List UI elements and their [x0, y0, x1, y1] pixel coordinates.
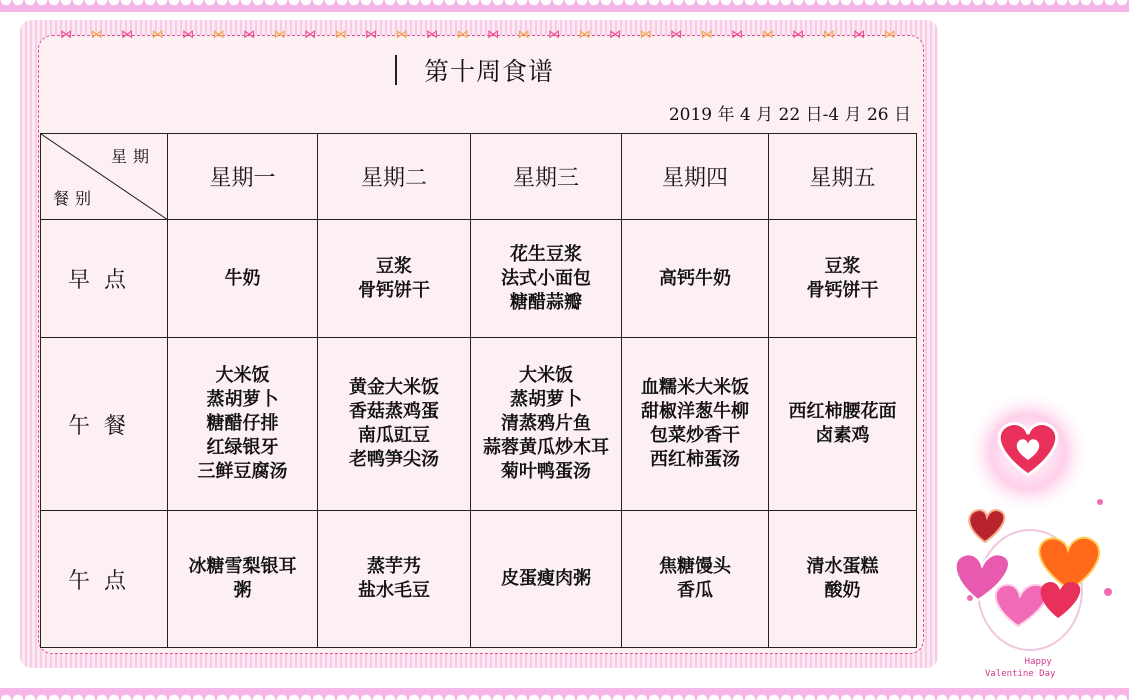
bow-icon: ⋈: [365, 27, 377, 41]
menu-cell: [318, 511, 471, 648]
bow-icon: ⋈: [487, 27, 499, 41]
dish-item: 红绿银牙: [206, 437, 279, 458]
dish-item: 黄金大米饭: [349, 377, 439, 398]
bow-icon: ⋈: [883, 27, 896, 41]
header-row: [41, 134, 917, 220]
dish-item: 冰糖雪梨银耳: [188, 556, 297, 577]
menu-cell: [769, 220, 917, 338]
meal-label: 午点: [41, 511, 168, 648]
dish-item: 血糯米大米饭: [641, 377, 749, 398]
dish-item: 香瓜: [677, 580, 713, 601]
bow-icon: ⋈: [456, 27, 469, 41]
dish-item: 豆浆: [824, 255, 861, 277]
day-header: 星期四: [622, 134, 769, 220]
day-header: 星期五: [769, 134, 917, 220]
meal-row: [41, 511, 917, 648]
meal-row: [41, 220, 917, 338]
dish-item: 老鸭笋尖汤: [349, 449, 439, 470]
page-title: 第十周食谱: [424, 57, 555, 86]
meal-label: 午餐: [41, 338, 168, 511]
dish-item: 菊叶鸭蛋汤: [501, 461, 591, 482]
bow-icon: ⋈: [670, 27, 682, 41]
bow-icon: ⋈: [395, 27, 408, 41]
menu-cell: [318, 338, 471, 511]
dish-item: 西红柿蛋汤: [650, 449, 740, 470]
bow-icon: ⋈: [334, 27, 347, 41]
day-header: 星期一: [168, 134, 318, 220]
bow-icon: ⋈: [90, 27, 103, 41]
menu-cell: [471, 220, 622, 338]
bow-icon: ⋈: [243, 27, 255, 41]
valentine-hearts-decoration: [940, 390, 1129, 690]
menu-cell: [168, 338, 318, 511]
dish-item: 法式小面包: [501, 267, 591, 289]
menu-cell: [622, 220, 769, 338]
date-range: 2019 年 4 月 22 日-4 月 26 日: [668, 105, 911, 125]
bow-icon: ⋈: [731, 27, 743, 41]
menu-cell: [769, 511, 917, 648]
bow-icon: ⋈: [151, 27, 164, 41]
menu-cell: [318, 220, 471, 338]
dish-item: 大米饭: [519, 365, 573, 386]
dish-item: 粥: [233, 580, 252, 601]
menu-cell: [471, 338, 622, 511]
day-header: 星期二: [318, 134, 471, 220]
bow-icon: ⋈: [609, 27, 621, 41]
dish-item: 骨钙饼干: [806, 279, 879, 301]
dish-item: 清水蛋糕: [806, 556, 879, 577]
corner-label-meal: 餐别: [53, 189, 98, 208]
menu-cell: [622, 511, 769, 648]
dish-item: 豆浆: [376, 255, 412, 277]
bow-icon: ⋈: [60, 27, 72, 41]
dish-item: 大米饭: [215, 365, 270, 386]
meal-row: [41, 338, 917, 511]
dish-item: 清蒸鸦片鱼: [501, 413, 591, 434]
dish-item: 蒸胡萝卜: [510, 389, 582, 410]
bow-icon: ⋈: [639, 27, 652, 41]
valentine-caption: [985, 656, 1055, 680]
bow-icon: ⋈: [212, 27, 225, 41]
menu-cell: [622, 338, 769, 511]
menu-cell: [471, 511, 622, 648]
menu-cell: [168, 220, 318, 338]
bow-icon: ⋈: [822, 27, 835, 41]
caption-line-2: Valentine Day: [985, 669, 1056, 679]
bow-icon: ⋈: [517, 27, 530, 41]
meal-label: 早点: [41, 220, 168, 338]
menu-cell: [769, 338, 917, 511]
dish-item: 甜椒洋葱牛柳: [641, 401, 749, 422]
dish-item: 香菇蒸鸡蛋: [349, 401, 439, 422]
bow-icon: ⋈: [273, 27, 286, 41]
bow-icon: ⋈: [853, 27, 865, 41]
bow-icon: ⋈: [578, 27, 591, 41]
dish-item: 糖醋蒜瓣: [510, 291, 582, 313]
bow-garland: [56, 28, 916, 42]
dish-item: 西红柿腰花面: [788, 401, 897, 422]
bow-icon: ⋈: [182, 27, 194, 41]
title-cursor-bar: [395, 55, 397, 85]
corner-label-day: 星期: [110, 147, 155, 166]
top-scalloped-border: [0, 0, 1129, 12]
dish-item: 三鲜豆腐汤: [197, 461, 288, 482]
dish-item: 高钙牛奶: [659, 267, 731, 289]
dish-item: 蒜蓉黄瓜炒木耳: [483, 437, 609, 458]
dish-item: 蒸芋艿: [367, 556, 421, 577]
dish-item: 花生豆浆: [510, 243, 582, 265]
dish-item: 包菜炒香干: [650, 425, 740, 446]
bow-icon: ⋈: [761, 27, 774, 41]
dish-item: 盐水毛豆: [358, 580, 430, 601]
dish-item: 牛奶: [224, 267, 261, 289]
dish-item: 皮蛋瘦肉粥: [501, 568, 591, 589]
dish-item: 焦糖馒头: [659, 556, 731, 577]
bow-icon: ⋈: [426, 27, 438, 41]
dish-item: 南瓜豇豆: [358, 425, 430, 446]
bow-icon: ⋈: [304, 27, 316, 41]
dish-item: 卤素鸡: [815, 425, 870, 446]
dish-item: 糖醋仔排: [206, 413, 279, 434]
bow-icon: ⋈: [700, 27, 713, 41]
caption-line-1: Happy: [1024, 657, 1052, 667]
bow-icon: ⋈: [121, 27, 133, 41]
bow-icon: ⋈: [548, 27, 560, 41]
bow-icon: ⋈: [792, 27, 804, 41]
menu-table: [40, 133, 917, 648]
dish-item: 骨钙饼干: [358, 279, 430, 301]
day-header: 星期三: [471, 134, 622, 220]
dish-item: 酸奶: [824, 580, 861, 601]
corner-cell: [41, 134, 168, 220]
menu-cell: [168, 511, 318, 648]
dish-item: 蒸胡萝卜: [206, 389, 279, 410]
